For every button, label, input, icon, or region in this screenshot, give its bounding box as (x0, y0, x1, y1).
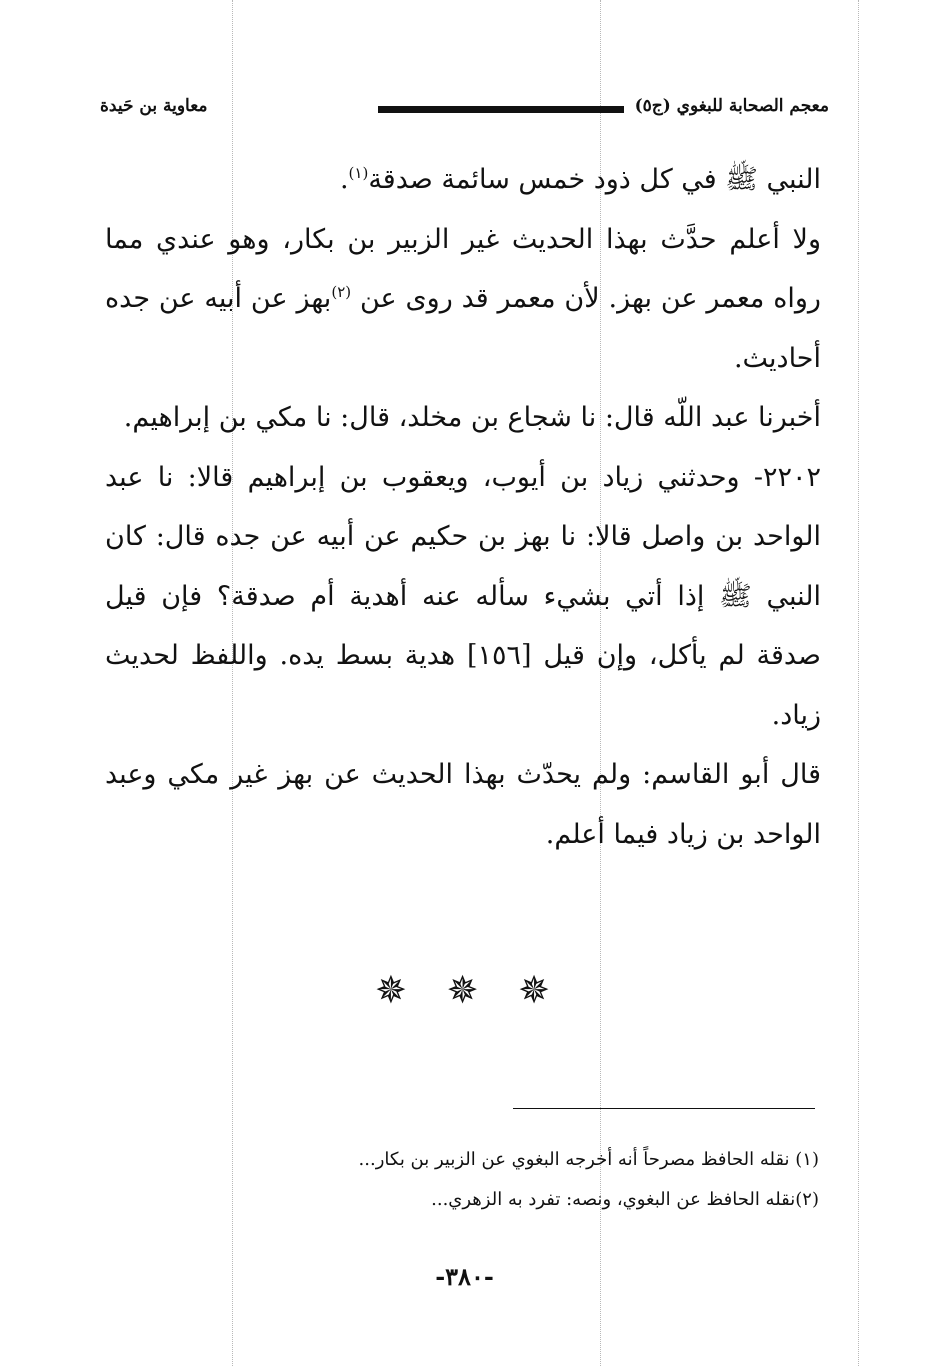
paragraph: أخبرنا عبد اللّه قال: نا شجاع بن مخلد، قال: نا مكي بن إبراهيم. (123, 402, 821, 433)
star-ornament-icon: ✵ (518, 968, 550, 1012)
scan-artifact-line (858, 0, 859, 1366)
main-text (105, 150, 821, 864)
footnote-2: (٢)نقله الحافظ عن البغوي، ونصه: تفرد به الزهري... (431, 1189, 819, 1210)
footnote-1: (١) نقله الحافظ مصرحاً أنه أخرجه البغوي عن الزبير بن بكار... (358, 1149, 819, 1170)
page-number: -٣٨٠- (435, 1262, 494, 1291)
star-ornament-icon: ✵ (375, 968, 407, 1012)
footnotes (250, 1140, 819, 1220)
paragraph: قال أبو القاسم: ولم يحدّث بهذا الحديث عن بهز غير مكي وعبد الواحد بن زياد فيما أعلم. (105, 759, 821, 850)
section-separator (375, 970, 550, 1010)
header-rule (378, 106, 624, 113)
running-header (100, 96, 829, 124)
star-ornament-icon: ✵ (446, 968, 479, 1012)
chapter-subject: معاوية بن حَيدة (100, 96, 208, 116)
hadith-2202: ٢٢٠٢- وحدثني زياد بن أيوب، ويعقوب بن إبراهيم قالا: نا عبد الواحد بن واصل قالا: نا بهز بن حكيم عن أبيه عن جده قال: كان النبي ﷺ إذا أتي بشيء سأله عنه أهدية أم صدقة؟ فإن قيل صدقة لم يأكل، وإن قيل [١٥٦] هدية بسط يده. واللفظ لحديث زياد. (105, 461, 821, 731)
paragraph: ولا أعلم حدَّث بهذا الحديث غير الزبير بن بكار، وهو عندي مما رواه معمر عن بهز. لأن معمر قد روى عن $^{(٢)}$بهز عن أبيه عن جده أحاديث. (105, 223, 821, 374)
footnote-ref: (٢) (331, 283, 352, 301)
book-title: معجم الصحابة للبغوي (ج٥) (634, 96, 829, 116)
paragraph: النبي ﷺ في كل ذود خمس سائمة صدقة$^{(١)}$. (339, 164, 821, 195)
footnote-rule (513, 1108, 815, 1109)
footnote-ref: (١) (348, 164, 369, 182)
